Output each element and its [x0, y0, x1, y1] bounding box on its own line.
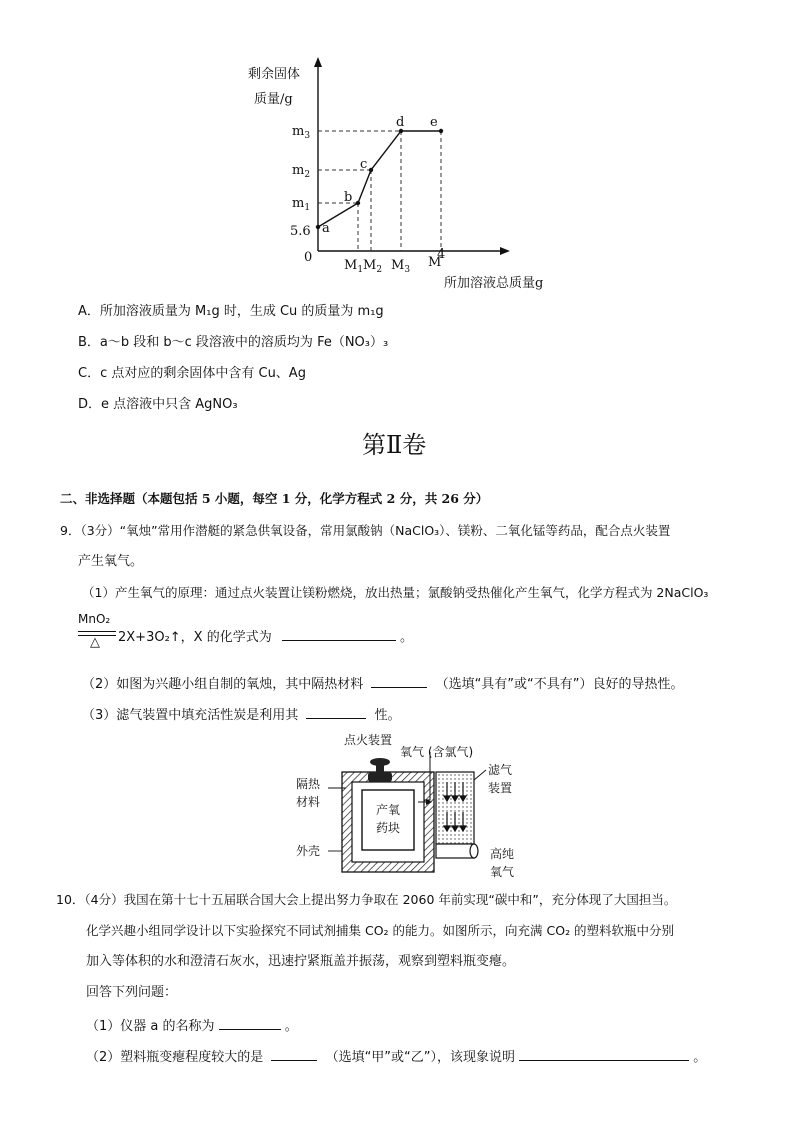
label-filter-1: 滤气	[488, 763, 513, 777]
label-shell: 外壳	[296, 844, 321, 858]
q10-blank-2[interactable]	[271, 1046, 317, 1061]
y-axis-arrow	[314, 57, 322, 67]
label-insulation-1: 隔热	[296, 777, 321, 791]
point-b	[356, 201, 360, 205]
origin-label: 0	[304, 250, 313, 265]
label-filter-2: 装置	[488, 781, 513, 795]
q9-sub3-a: （3）滤气装置中填充活性炭是利用其	[82, 708, 299, 723]
q10-sub2-c: 。	[693, 1050, 707, 1065]
q10-sub1-b: 。	[284, 1019, 298, 1034]
q10-sub1-a: （1）仪器 a 的名称为	[86, 1019, 215, 1034]
y-tick-m3: $m_3$	[292, 124, 311, 141]
q9-sub2-a: （2）如图为兴趣小组自制的氧烛，其中隔热材料	[82, 677, 364, 692]
point-c	[369, 168, 373, 172]
y-tick-m2: $m_2$	[292, 163, 311, 180]
q10-line1: 10．（4分）我国在第十七十五届联合国大会上提出努力争取在 2060 年前实现“碳中和”，充分体现了大国担当。	[56, 892, 677, 907]
q10-sub2-a: （2）塑料瓶变瘪程度较大的是	[86, 1050, 264, 1065]
q10-sub2-b: （选填“甲”或“乙”），该现象说明	[325, 1050, 516, 1065]
oxygen-block	[362, 790, 414, 850]
q9-line1: 9．（3分）“氧烛”常用作潜艇的紧急供氧设备，常用氯酸钠（NaClO₃）、镁粉、二氧化锰等药品，配合点火装置	[60, 523, 671, 538]
guide-lines	[318, 131, 441, 251]
x-tick-m2: $M_2$	[363, 258, 383, 275]
data-line	[318, 131, 441, 227]
q10-sub2	[86, 1046, 706, 1067]
q9-blank-3[interactable]	[306, 704, 366, 719]
heat-symbol: △	[90, 635, 100, 650]
label-insulation-2: 材料	[296, 795, 321, 809]
leader-filter	[474, 770, 486, 780]
label-block-2: 药块	[376, 821, 401, 835]
q9-sub2	[82, 673, 684, 694]
y-tick-5-6: 5.6	[290, 224, 311, 239]
q10-blank-1[interactable]	[219, 1015, 281, 1030]
q9-line2: 产生氧气。	[78, 554, 144, 569]
q9-blank-2[interactable]	[371, 673, 427, 688]
label-block-1: 产氧	[376, 803, 401, 817]
ignition-cap	[370, 758, 390, 766]
section-title: 第Ⅱ卷	[362, 431, 427, 459]
q10-blank-3[interactable]	[519, 1046, 689, 1061]
q10-sub1	[86, 1015, 298, 1036]
x-tick-m4-sub: 4	[437, 247, 446, 262]
option-b: B．a～b 段和 b～c 段溶液中的溶质均为 Fe（NO₃）₃	[78, 335, 389, 350]
output-tube	[436, 844, 474, 858]
y-axis-label-line1: 剩余固体	[248, 67, 301, 82]
label-pure-1: 高纯	[490, 847, 515, 861]
q9-sub1-end: 。	[400, 630, 414, 645]
x-tick-m3: $M_3$	[391, 258, 411, 275]
ignition-base	[368, 772, 392, 782]
point-e	[439, 129, 443, 133]
x-tick-m1: $M_1$	[344, 258, 364, 275]
q9-sub3	[82, 704, 401, 725]
y-axis-label-line2: 质量/g	[254, 92, 293, 107]
oxygen-candle-diagram	[290, 730, 530, 880]
x-axis-label: 所加溶液总质量g	[444, 276, 544, 291]
option-c: C．c 点对应的剩余固体中含有 Cu、Ag	[78, 366, 306, 381]
q10-line2: 化学兴趣小组同学设计以下实验探究不同试剂捕集 CO₂ 的能力。如图所示，向充满 CO₂ 的塑料软瓶中分别	[86, 923, 675, 938]
option-d: D．e 点溶液中只含 AgNO₃	[78, 397, 238, 412]
point-label-a: a	[322, 221, 330, 236]
y-tick-m1: $m_1$	[292, 196, 311, 213]
x-axis-arrow	[500, 247, 510, 255]
label-oxygen: 氧气 (含氯气)	[400, 745, 474, 759]
q9-equation	[78, 612, 778, 660]
q10-line3: 加入等体积的水和澄清石灰水，迅速拧紧瓶盖并振荡，观察到塑料瓶变瘪。	[86, 954, 516, 969]
mass-chart	[240, 55, 580, 295]
point-a	[316, 225, 320, 229]
catalyst-label: MnO₂	[78, 612, 111, 626]
q9-sub1-a: （1）产生氧气的原理：通过点火装置让镁粉燃烧，放出热量；氯酸钠受热催化产生氧气，化学方程式为 2NaClO₃	[82, 585, 709, 600]
q9-sub1-b	[118, 626, 413, 647]
section-heading: 二、非选择题（本题包括 5 小题，每空 1 分，化学方程式 2 分，共 26 分）	[60, 491, 489, 506]
option-a: A．所加溶液质量为 M₁g 时，生成 Cu 的质量为 m₁g	[78, 304, 384, 319]
point-label-b: b	[344, 190, 353, 205]
label-ignition: 点火装置	[344, 733, 393, 747]
equation-rest: 2X+3O₂↑，X 的化学式为	[118, 630, 272, 645]
point-label-e: e	[430, 115, 438, 130]
q9-sub2-b: （选填“具有”或“不具有”）良好的导热性。	[435, 677, 684, 692]
q9-sub3-b: 性。	[374, 708, 401, 723]
point-label-d: d	[396, 115, 405, 130]
label-pure-2: 氧气	[490, 865, 515, 879]
q10-line4: 回答下列问题：	[86, 985, 178, 1000]
q9-blank-1[interactable]	[282, 626, 396, 641]
output-tube-end	[470, 844, 478, 858]
x-tick-m4: M	[428, 255, 442, 270]
point-label-c: c	[360, 157, 368, 172]
